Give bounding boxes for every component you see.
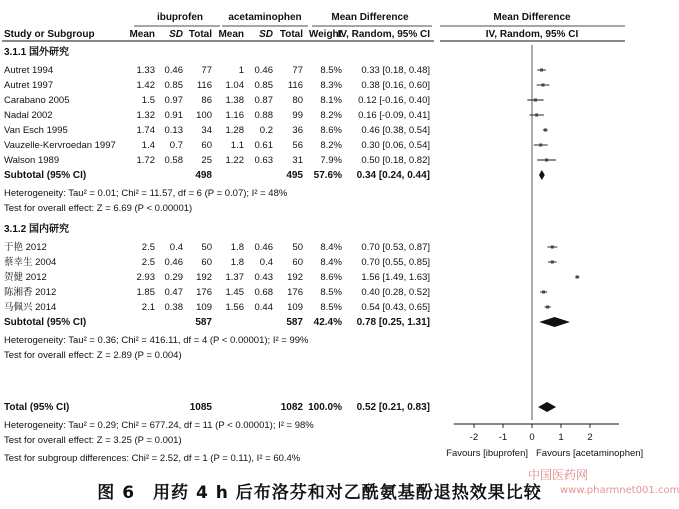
study-mean2: 1.16 xyxy=(225,110,244,121)
study-sd1: 0.91 xyxy=(164,110,183,121)
study-sd1: 0.85 xyxy=(164,80,183,91)
study-mean1: 1.42 xyxy=(136,80,155,91)
study-ci-text: 0.38 [0.16, 0.60] xyxy=(361,80,430,91)
study-weight: 8.1% xyxy=(320,95,342,106)
study-point xyxy=(544,129,547,132)
study-total1: 100 xyxy=(196,110,212,121)
sd2-header: SD xyxy=(259,29,273,40)
subgroup-subtotal-ci-text: 0.78 [0.25, 1.31] xyxy=(356,317,430,328)
subgroup-subtotal-total1: 587 xyxy=(195,317,212,328)
subgroup-title: 3.1.2 国内研究 xyxy=(4,224,70,235)
study-weight: 8.4% xyxy=(320,257,342,268)
study-weight: 8.2% xyxy=(320,140,342,151)
study-total1: 86 xyxy=(201,95,212,106)
study-point xyxy=(542,84,545,87)
study-weight: 7.9% xyxy=(320,155,342,166)
total-diamond xyxy=(538,402,556,412)
study-ci-text: 0.46 [0.38, 0.54] xyxy=(361,125,430,136)
study-name: 马佩兴 2014 xyxy=(4,302,57,313)
study-name: Autret 1997 xyxy=(4,80,54,91)
study-name: 于艳 2012 xyxy=(4,242,47,253)
study-weight: 8.4% xyxy=(320,242,342,253)
group2-header: acetaminophen xyxy=(228,12,302,23)
study-ci-text: 1.56 [1.49, 1.63] xyxy=(361,272,430,283)
study-sd2: 0.4 xyxy=(259,257,273,268)
study-total2: 109 xyxy=(287,302,303,313)
study-weight: 8.5% xyxy=(320,302,342,313)
favours-right-label: Favours [acetaminophen] xyxy=(536,448,644,459)
study-total1: 192 xyxy=(196,272,212,283)
study-weight: 8.5% xyxy=(320,287,342,298)
subgroup-overall-effect: Test for overall effect: Z = 2.89 (P = 0.004) xyxy=(4,350,182,361)
weight-header: Weight xyxy=(308,29,342,40)
study-total2: 192 xyxy=(287,272,303,283)
plot-method-header: IV, Random, 95% CI xyxy=(485,29,579,40)
study-point xyxy=(534,99,537,102)
study-point xyxy=(546,306,549,309)
x-tick-label: 1 xyxy=(558,432,564,443)
study-mean2: 1.04 xyxy=(225,80,244,91)
study-sd2: 0.44 xyxy=(254,302,273,313)
study-name: Vauzelle-Kervroedan 1997 xyxy=(4,140,116,151)
watermark-url: www.pharmnet001.com xyxy=(560,485,679,496)
study-sd1: 0.38 xyxy=(164,302,183,313)
subgroup-subtotal-total2: 587 xyxy=(286,317,303,328)
study-point xyxy=(542,291,545,294)
study-name: 蔡幸生 2004 xyxy=(4,257,57,268)
study-ci-text: 0.33 [0.18, 0.48] xyxy=(361,65,430,76)
study-total2: 77 xyxy=(292,65,303,76)
total-overall-effect: Test for overall effect: Z = 3.25 (P = 0.001) xyxy=(4,435,182,446)
study-sd2: 0.68 xyxy=(254,287,273,298)
study-mean2: 1.56 xyxy=(225,302,244,313)
subgroup-subtotal-total2: 495 xyxy=(286,170,303,181)
mean-difference-header: Mean Difference xyxy=(331,12,409,23)
study-mean2: 1.38 xyxy=(225,95,244,106)
total-ci-text: 0.52 [0.21, 0.83] xyxy=(356,402,430,413)
study-weight: 8.6% xyxy=(320,125,342,136)
total-total1: 1085 xyxy=(189,402,212,413)
x-tick-label: -1 xyxy=(498,432,508,443)
study-sd1: 0.58 xyxy=(164,155,183,166)
x-tick-label: -2 xyxy=(469,432,479,443)
study-mean1: 1.33 xyxy=(136,65,155,76)
mean2-header: Mean xyxy=(218,29,244,40)
watermark-text: 中国医药网 xyxy=(528,468,589,482)
study-mean2: 1.1 xyxy=(230,140,244,151)
study-sd2: 0.87 xyxy=(254,95,273,106)
study-sd2: 0.46 xyxy=(254,242,273,253)
study-mean1: 1.32 xyxy=(136,110,155,121)
method-header: IV, Random, 95% CI xyxy=(337,29,430,40)
subgroup-subtotal-total1: 498 xyxy=(195,170,212,181)
study-ci-text: 0.54 [0.43, 0.65] xyxy=(361,302,430,313)
study-total2: 60 xyxy=(292,257,303,268)
study-sd1: 0.47 xyxy=(164,287,183,298)
subgroup-differences: Test for subgroup differences: Chi² = 2.52, df = 1 (P = 0.11), I² = 60.4% xyxy=(4,453,301,464)
study-sd2: 0.46 xyxy=(254,65,273,76)
study-name: 贺健 2012 xyxy=(4,272,47,283)
study-total1: 60 xyxy=(201,257,212,268)
study-sd1: 0.97 xyxy=(164,95,183,106)
study-mean2: 1 xyxy=(238,65,244,76)
study-name: Van Esch 1995 xyxy=(4,125,68,136)
subgroup-overall-effect: Test for overall effect: Z = 6.69 (P < 0.00001) xyxy=(4,203,193,214)
study-total2: 31 xyxy=(292,155,303,166)
study-total1: 60 xyxy=(201,140,212,151)
study-mean1: 2.93 xyxy=(136,272,155,283)
subgroup-subtotal-ci-text: 0.34 [0.24, 0.44] xyxy=(356,170,430,181)
subgroup-heterogeneity: Heterogeneity: Tau² = 0.01; Chi² = 11.57, df = 6 (P = 0.07); I² = 48% xyxy=(4,188,288,199)
study-name: Carabano 2005 xyxy=(4,95,70,106)
study-point xyxy=(539,144,542,147)
study-mean1: 1.5 xyxy=(141,95,155,106)
study-ci-text: 0.70 [0.55, 0.85] xyxy=(361,257,430,268)
study-total1: 25 xyxy=(201,155,212,166)
study-mean2: 1.8 xyxy=(230,242,244,253)
subgroup-subtotal-label: Subtotal (95% CI) xyxy=(4,317,87,328)
total-label: Total (95% CI) xyxy=(4,402,70,413)
study-weight: 8.2% xyxy=(320,110,342,121)
study-total1: 50 xyxy=(201,242,212,253)
study-mean1: 1.72 xyxy=(136,155,155,166)
study-sd1: 0.13 xyxy=(164,125,183,136)
study-sd1: 0.29 xyxy=(164,272,183,283)
study-mean2: 1.22 xyxy=(225,155,244,166)
study-name: Autret 1994 xyxy=(4,65,54,76)
subgroup-heterogeneity: Heterogeneity: Tau² = 0.36; Chi² = 416.11, df = 4 (P < 0.00001); I² = 99% xyxy=(4,335,309,346)
study-total1: 116 xyxy=(196,80,212,91)
study-weight: 8.5% xyxy=(320,65,342,76)
study-point xyxy=(545,159,548,162)
study-total2: 56 xyxy=(292,140,303,151)
study-total1: 77 xyxy=(201,65,212,76)
subgroup-subtotal-diamond xyxy=(539,317,570,327)
study-column-header: Study or Subgroup xyxy=(4,29,95,40)
sd1-header: SD xyxy=(169,29,183,40)
x-tick-label: 0 xyxy=(529,432,535,443)
study-sd2: 0.88 xyxy=(254,110,273,121)
total-weight: 100.0% xyxy=(308,402,342,413)
study-mean2: 1.45 xyxy=(225,287,244,298)
study-total2: 116 xyxy=(287,80,303,91)
study-ci-text: 0.30 [0.06, 0.54] xyxy=(361,140,430,151)
x-tick-label: 2 xyxy=(587,432,593,443)
subgroup-title: 3.1.1 国外研究 xyxy=(4,47,70,58)
mean1-header: Mean xyxy=(129,29,155,40)
study-sd1: 0.7 xyxy=(169,140,183,151)
study-sd1: 0.46 xyxy=(164,257,183,268)
study-mean2: 1.8 xyxy=(230,257,244,268)
study-name: 陈湘香 2012 xyxy=(4,287,57,298)
study-point xyxy=(540,69,543,72)
study-total2: 36 xyxy=(292,125,303,136)
study-sd1: 0.46 xyxy=(164,65,183,76)
study-point xyxy=(551,246,554,249)
subgroup-subtotal-weight: 42.4% xyxy=(313,317,342,328)
study-sd2: 0.43 xyxy=(254,272,273,283)
study-point xyxy=(576,276,579,279)
study-mean1: 2.5 xyxy=(141,257,155,268)
study-sd2: 0.2 xyxy=(259,125,273,136)
study-mean1: 2.1 xyxy=(141,302,155,313)
study-name: Walson 1989 xyxy=(4,155,60,166)
study-mean1: 1.4 xyxy=(141,140,155,151)
subgroup-subtotal-label: Subtotal (95% CI) xyxy=(4,170,87,181)
study-mean1: 1.74 xyxy=(136,125,155,136)
study-sd2: 0.63 xyxy=(254,155,273,166)
study-total2: 176 xyxy=(287,287,303,298)
study-point xyxy=(535,114,538,117)
study-weight: 8.6% xyxy=(320,272,342,283)
study-total2: 99 xyxy=(292,110,303,121)
total1-header: Total xyxy=(188,29,212,40)
figure-caption: 图 6 用药 4 h 后布洛芬和对乙酰氨基酚退热效果比较 xyxy=(97,483,542,503)
study-point xyxy=(551,261,554,264)
study-total2: 50 xyxy=(292,242,303,253)
subgroup-subtotal-diamond xyxy=(539,170,545,180)
study-total2: 80 xyxy=(292,95,303,106)
study-sd2: 0.85 xyxy=(254,80,273,91)
study-mean1: 2.5 xyxy=(141,242,155,253)
study-ci-text: 0.40 [0.28, 0.52] xyxy=(361,287,430,298)
study-ci-text: 0.70 [0.53, 0.87] xyxy=(361,242,430,253)
total2-header: Total xyxy=(279,29,303,40)
study-total1: 176 xyxy=(196,287,212,298)
total-total2: 1082 xyxy=(280,402,303,413)
study-weight: 8.3% xyxy=(320,80,342,91)
total-heterogeneity: Heterogeneity: Tau² = 0.29; Chi² = 677.24, df = 11 (P < 0.00001); I² = 98% xyxy=(4,420,314,431)
study-total1: 34 xyxy=(201,125,212,136)
plot-title: Mean Difference xyxy=(493,12,571,23)
study-mean2: 1.37 xyxy=(225,272,244,283)
study-ci-text: 0.12 [-0.16, 0.40] xyxy=(358,95,430,106)
study-mean1: 1.85 xyxy=(136,287,155,298)
study-name: Nadal 2002 xyxy=(4,110,53,121)
study-ci-text: 0.16 [-0.09, 0.41] xyxy=(358,110,430,121)
group1-header: ibuprofen xyxy=(156,12,204,23)
favours-left-label: Favours [ibuprofen] xyxy=(446,448,528,459)
study-mean2: 1.28 xyxy=(225,125,244,136)
study-sd1: 0.4 xyxy=(169,242,183,253)
study-sd2: 0.61 xyxy=(254,140,273,151)
study-ci-text: 0.50 [0.18, 0.82] xyxy=(361,155,430,166)
study-total1: 109 xyxy=(196,302,212,313)
subgroup-subtotal-weight: 57.6% xyxy=(313,170,342,181)
